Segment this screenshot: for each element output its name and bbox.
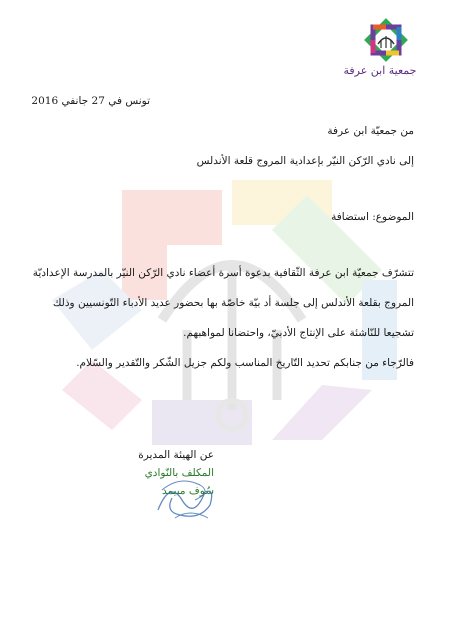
closing-role: المكلف بالنّوادي <box>144 467 214 479</box>
signature-icon <box>150 470 225 525</box>
letter-to: إلى نادي الرّكن النيّر بإعدادية المروج قلعة الأندلس <box>196 155 414 167</box>
body-line: تشجيعا للنّاشئة على الإنتاج الأدبيّ، واحتضانا لمواهبهم. <box>183 327 414 339</box>
body-line: تتشرّف جمعيّة ابن عرفة الثّقافية بدعوة أسرة أعضاء نادي الرّكن النيّر بالمدرسة الإعداديّة <box>32 267 414 279</box>
body-line: المروج بقلعة الأندلس إلى جلسة أد بيّة خاصّة بها بحضور عديد الأدباء التّونسيين وذلك <box>52 297 414 309</box>
letter-date: تونس في 27 جانفي 2016 <box>31 95 150 107</box>
logo-text: جمعية ابن عرفة <box>343 64 417 77</box>
closing-name: سُوف مبيمد <box>162 485 214 497</box>
letter-subject: الموضوع: استضافة <box>331 211 414 223</box>
body-line: فالرّجاء من جنابكم تحديد التّاريخ المناسب ولكم جزيل الشّكر والتّقدير والسّلام. <box>76 357 414 369</box>
association-logo-icon <box>364 18 408 62</box>
letter-from: من جمعيّة ابن عرفة <box>327 125 414 137</box>
closing-on-behalf: عن الهيئة المديرة <box>138 449 214 461</box>
